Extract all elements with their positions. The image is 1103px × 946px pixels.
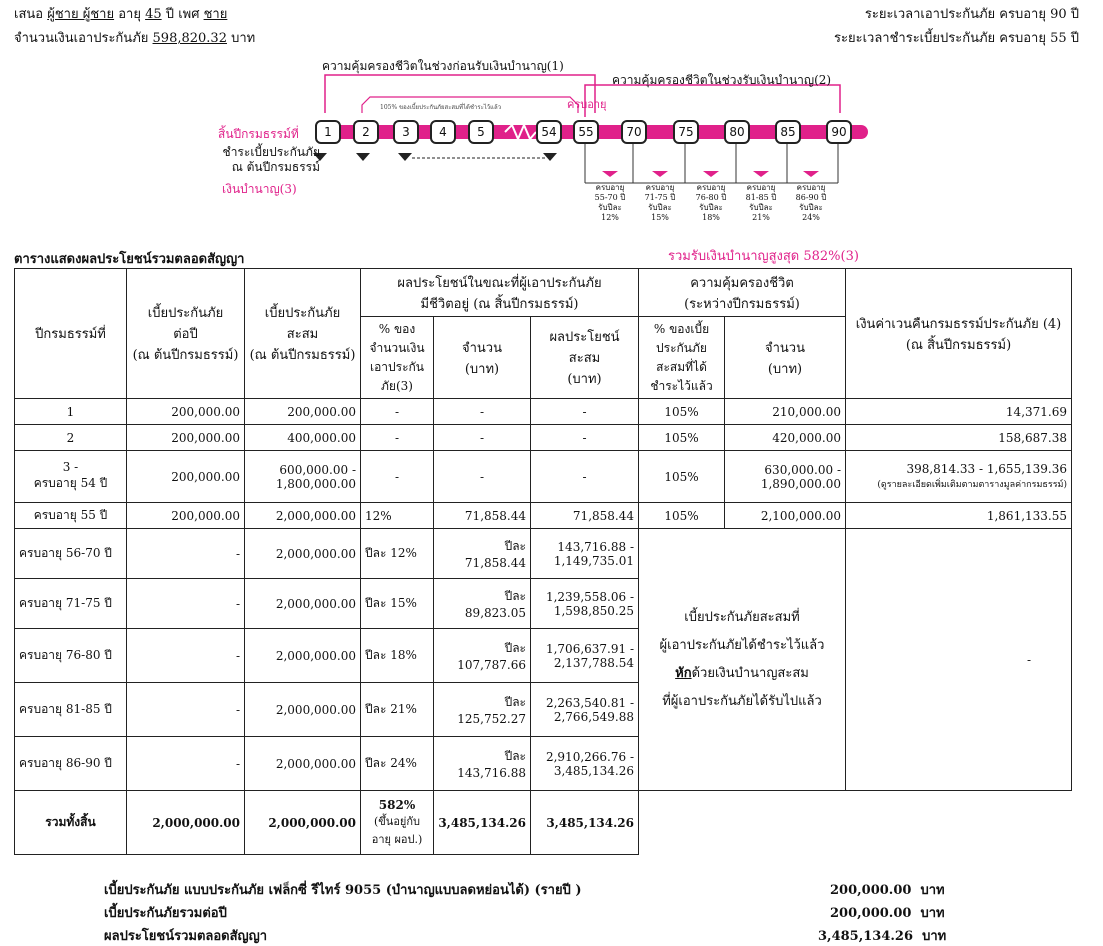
row-life-amount: 2,100,000.00 [725,503,846,529]
benefit-group-header: ผลประโยชน์ในขณะที่ผู้เอาประกันภัย มีชีวิตอยู่ (ณ สิ้นปีกรมธรรม์) [361,269,639,317]
premium-105-note: 105% ของเบี้ยประกันภัยสะสมที่ได้ชำระไว้แล้ว [380,104,502,111]
col-accbenefit-header: ผลประโยชน์ สะสม (บาท) [531,317,639,399]
row-life-amount: 630,000.00 - 1,890,000.00 [725,451,846,503]
row-year: 3 - ครบอายุ 54 ปี [15,451,127,503]
footer-benefit-label: ผลประโยชน์รวมตลอดสัญญา [104,929,268,944]
row-pct: ปีละ 21% [361,683,434,737]
row-accum: 2,000,000.00 [245,529,361,579]
timeline-marker: 1 [315,120,341,144]
col-pct-sum-header: % ของจำนวนเงินเอาประกันภัย(3) [361,317,434,399]
payout-label: ครบอายุ 76-80 ปี รับปีละ 18% [695,183,727,222]
col-cash-header: เงินค่าเวนคืนกรมธรรม์ประกันภัย (4) (ณ สิ้นปีกรมธรรม์) [846,269,1072,399]
table-row [15,425,1072,451]
row-premium: - [127,529,245,579]
payout-label: ครบอายุ 86-90 ปี รับปีละ 24% [795,183,827,222]
row-amount: ปีละ 125,752.27 [434,683,531,737]
row-amount: ปีละ 71,858.44 [434,529,531,579]
timeline-marker: 75 [673,120,699,144]
timeline-marker: 5 [468,120,494,144]
row-life-pct: 105% [639,399,725,425]
col-premium-header: เบี้ยประกันภัย ต่อปี (ณ ต้นปีกรมธรรม์) [127,269,245,399]
coverage-period: ระยะเวลาเอาประกันภัย ครบอายุ 90 ปี [864,7,1079,22]
payout-label: ครบอายุ 55-70 ปี รับปีละ 12% [594,183,626,222]
row-year: ครบอายุ 81-85 ปี [15,683,127,737]
timeline-marker: 90 [826,120,852,144]
row-accbenefit: - [531,451,639,503]
row-year: ครบอายุ 71-75 ปี [15,579,127,629]
footer-benefit-value: 3,485,134.26 บาท [818,929,947,944]
row-amount: - [434,399,531,425]
footer-premium-value: 200,000.00 บาท [830,883,945,898]
row-accum: 2,000,000.00 [245,629,361,683]
row-accum: 2,000,000.00 [245,737,361,791]
total-row [15,791,1072,855]
col-year-header: ปีกรมธรรม์ที่ [15,269,127,399]
table-row [15,503,1072,529]
timeline-marker: 2 [353,120,379,144]
row-amount: - [434,451,531,503]
row-premium: 200,000.00 [127,399,245,425]
row-accum: 400,000.00 [245,425,361,451]
offer-label: เสนอ [14,7,44,22]
timeline-marker: 85 [775,120,801,144]
col-pct-prem-header: % ของเบี้ยประกันภัยสะสมที่ได้ชำระไว้แล้ว [639,317,725,399]
col-accum-header: เบี้ยประกันภัย สะสม (ณ ต้นปีกรมธรรม์) [245,269,361,399]
at-start-label: ณ ต้นปีกรมธรรม์ [231,160,320,174]
row-amount: 71,858.44 [434,503,531,529]
row-accbenefit: 143,716.88 - 1,149,735.01 [531,529,639,579]
pay-premium-label: ชำระเบี้ยประกันภัย [222,145,320,159]
sex-label: เพศ [178,7,200,22]
age-value: 45 [145,7,162,22]
age-label: อายุ [118,7,141,22]
row-pct: - [361,399,434,425]
row-premium: 200,000.00 [127,451,245,503]
end-of-year-label: สิ้นปีกรมธรรม์ที่ [218,127,299,141]
row-accum: 200,000.00 [245,399,361,425]
total-premium: 2,000,000.00 [127,791,245,855]
row-year: ครบอายุ 76-80 ปี [15,629,127,683]
total-accbenefit: 3,485,134.26 [531,791,639,855]
row-life-pct: 105% [639,425,725,451]
row-accbenefit: 1,706,637.91 - 2,137,788.54 [531,629,639,683]
timeline-marker: 80 [724,120,750,144]
sex-value: ชาย [203,7,228,22]
footer-total-premium-label: เบี้ยประกันภัยรวมต่อปี [104,906,227,921]
sum-insured-line [14,27,255,48]
row-pct: ปีละ 15% [361,579,434,629]
timeline-marker: 70 [621,120,647,144]
timeline-marker: 55 [573,120,599,144]
life-group-header: ความคุ้มครองชีวิต (ระหว่างปีกรมธรรม์) [639,269,846,317]
row-premium: - [127,629,245,683]
maturity-label: ครบอายุ [567,98,607,111]
table-title: ตารางแสดงผลประโยชน์รวมตลอดสัญญา [14,252,245,267]
row-pct: ปีละ 24% [361,737,434,791]
row-year: ครบอายุ 55 ปี [15,503,127,529]
benefit-table [14,268,1072,855]
payout-label: ครบอายุ 81-85 ปี รับปีละ 21% [745,183,777,222]
footer-premium-label: เบี้ยประกันภัย แบบประกันภัย เฟล็กซี่ รีไทร์ 9055 (บำนาญแบบลดหย่อนได้) (รายปี ) [104,883,582,898]
row-accum: 2,000,000.00 [245,579,361,629]
timeline-marker: 4 [430,120,456,144]
row-accbenefit: 1,239,558.06 - 1,598,850.25 [531,579,639,629]
timeline-marker: 3 [393,120,419,144]
sum-label: จำนวนเงินเอาประกันภัย [14,31,149,46]
offer-line [14,3,227,24]
row-premium: - [127,579,245,629]
merged-cash-cell: - [846,529,1072,791]
total-pct: 582% (ขึ้นอยู่กับอายุ ผอป.) [361,791,434,855]
row-life-pct: 105% [639,451,725,503]
row-pct: ปีละ 18% [361,629,434,683]
cover-during-label: ความคุ้มครองชีวิตในช่วงรับเงินบำนาญ(2) [612,73,832,87]
row-premium: - [127,737,245,791]
row-year: ครบอายุ 86-90 ปี [15,737,127,791]
pension-label: เงินบำนาญ(3) [222,182,297,196]
sum-value: 598,820.32 [152,31,227,46]
row-cash: 1,861,133.55 [846,503,1072,529]
row-life-pct: 105% [639,503,725,529]
row-life-amount: 420,000.00 [725,425,846,451]
row-year: 2 [15,425,127,451]
row-year: ครบอายุ 56-70 ปี [15,529,127,579]
row-premium: 200,000.00 [127,503,245,529]
row-accbenefit: 2,910,266.76 - 3,485,134.26 [531,737,639,791]
cover-before-label: ความคุ้มครองชีวิตในช่วงก่อนรับเงินบำนาญ(1) [322,59,564,73]
col-amount-header: จำนวน (บาท) [434,317,531,399]
timeline-diagram [200,55,880,265]
insured-name: ผู้ชาย ผู้ชาย [47,7,115,22]
row-accbenefit: - [531,425,639,451]
row-pct: - [361,425,434,451]
age-unit: ปี [165,7,175,22]
row-pct: - [361,451,434,503]
footer-total-premium-value: 200,000.00 บาท [830,906,945,921]
row-cash: 14,371.69 [846,399,1072,425]
payout-label: ครบอายุ 71-75 ปี รับปีละ 15% [644,183,676,222]
row-premium: 200,000.00 [127,425,245,451]
row-accbenefit: 2,263,540.81 - 2,766,549.88 [531,683,639,737]
row-accbenefit: - [531,399,639,425]
row-amount: ปีละ 89,823.05 [434,579,531,629]
row-pct: ปีละ 12% [361,529,434,579]
sum-unit: บาท [231,31,256,46]
table-row [15,399,1072,425]
row-cash: 398,814.33 - 1,655,139.36 (ดูรายละเอียดเพิ่มเติมตามตารางมูลค่ากรมธรรม์) [846,451,1072,503]
row-amount: ปีละ 107,787.66 [434,629,531,683]
total-label: รวมทั้งสิ้น [15,791,127,855]
row-accum: 2,000,000.00 [245,683,361,737]
row-accum: 600,000.00 - 1,800,000.00 [245,451,361,503]
timeline-marker: 54 [536,120,562,144]
row-amount: ปีละ 143,716.88 [434,737,531,791]
row-premium: - [127,683,245,737]
row-accbenefit: 71,858.44 [531,503,639,529]
table-row [15,529,1072,579]
total-accum: 2,000,000.00 [245,791,361,855]
total-amount: 3,485,134.26 [434,791,531,855]
payment-period: ระยะเวลาชำระเบี้ยประกันภัย ครบอายุ 55 ปี [834,31,1079,46]
row-cash: 158,687.38 [846,425,1072,451]
row-amount: - [434,425,531,451]
total-pension-label: รวมรับเงินบำนาญสูงสุด 582%(3) [668,249,859,264]
row-pct: 12% [361,503,434,529]
table-row [15,451,1072,503]
row-year: 1 [15,399,127,425]
merged-life-cell: เบี้ยประกันภัยสะสมที่ ผู้เอาประกันภัยได้ชำระไว้แล้ว หักด้วยเงินบำนาญสะสม ที่ผู้เอาประกันภัยได้รับไปแล้ว [639,529,846,791]
row-life-amount: 210,000.00 [725,399,846,425]
col-life-amount-header: จำนวน (บาท) [725,317,846,399]
row-accum: 2,000,000.00 [245,503,361,529]
year-unit-label: ปี [857,126,866,142]
